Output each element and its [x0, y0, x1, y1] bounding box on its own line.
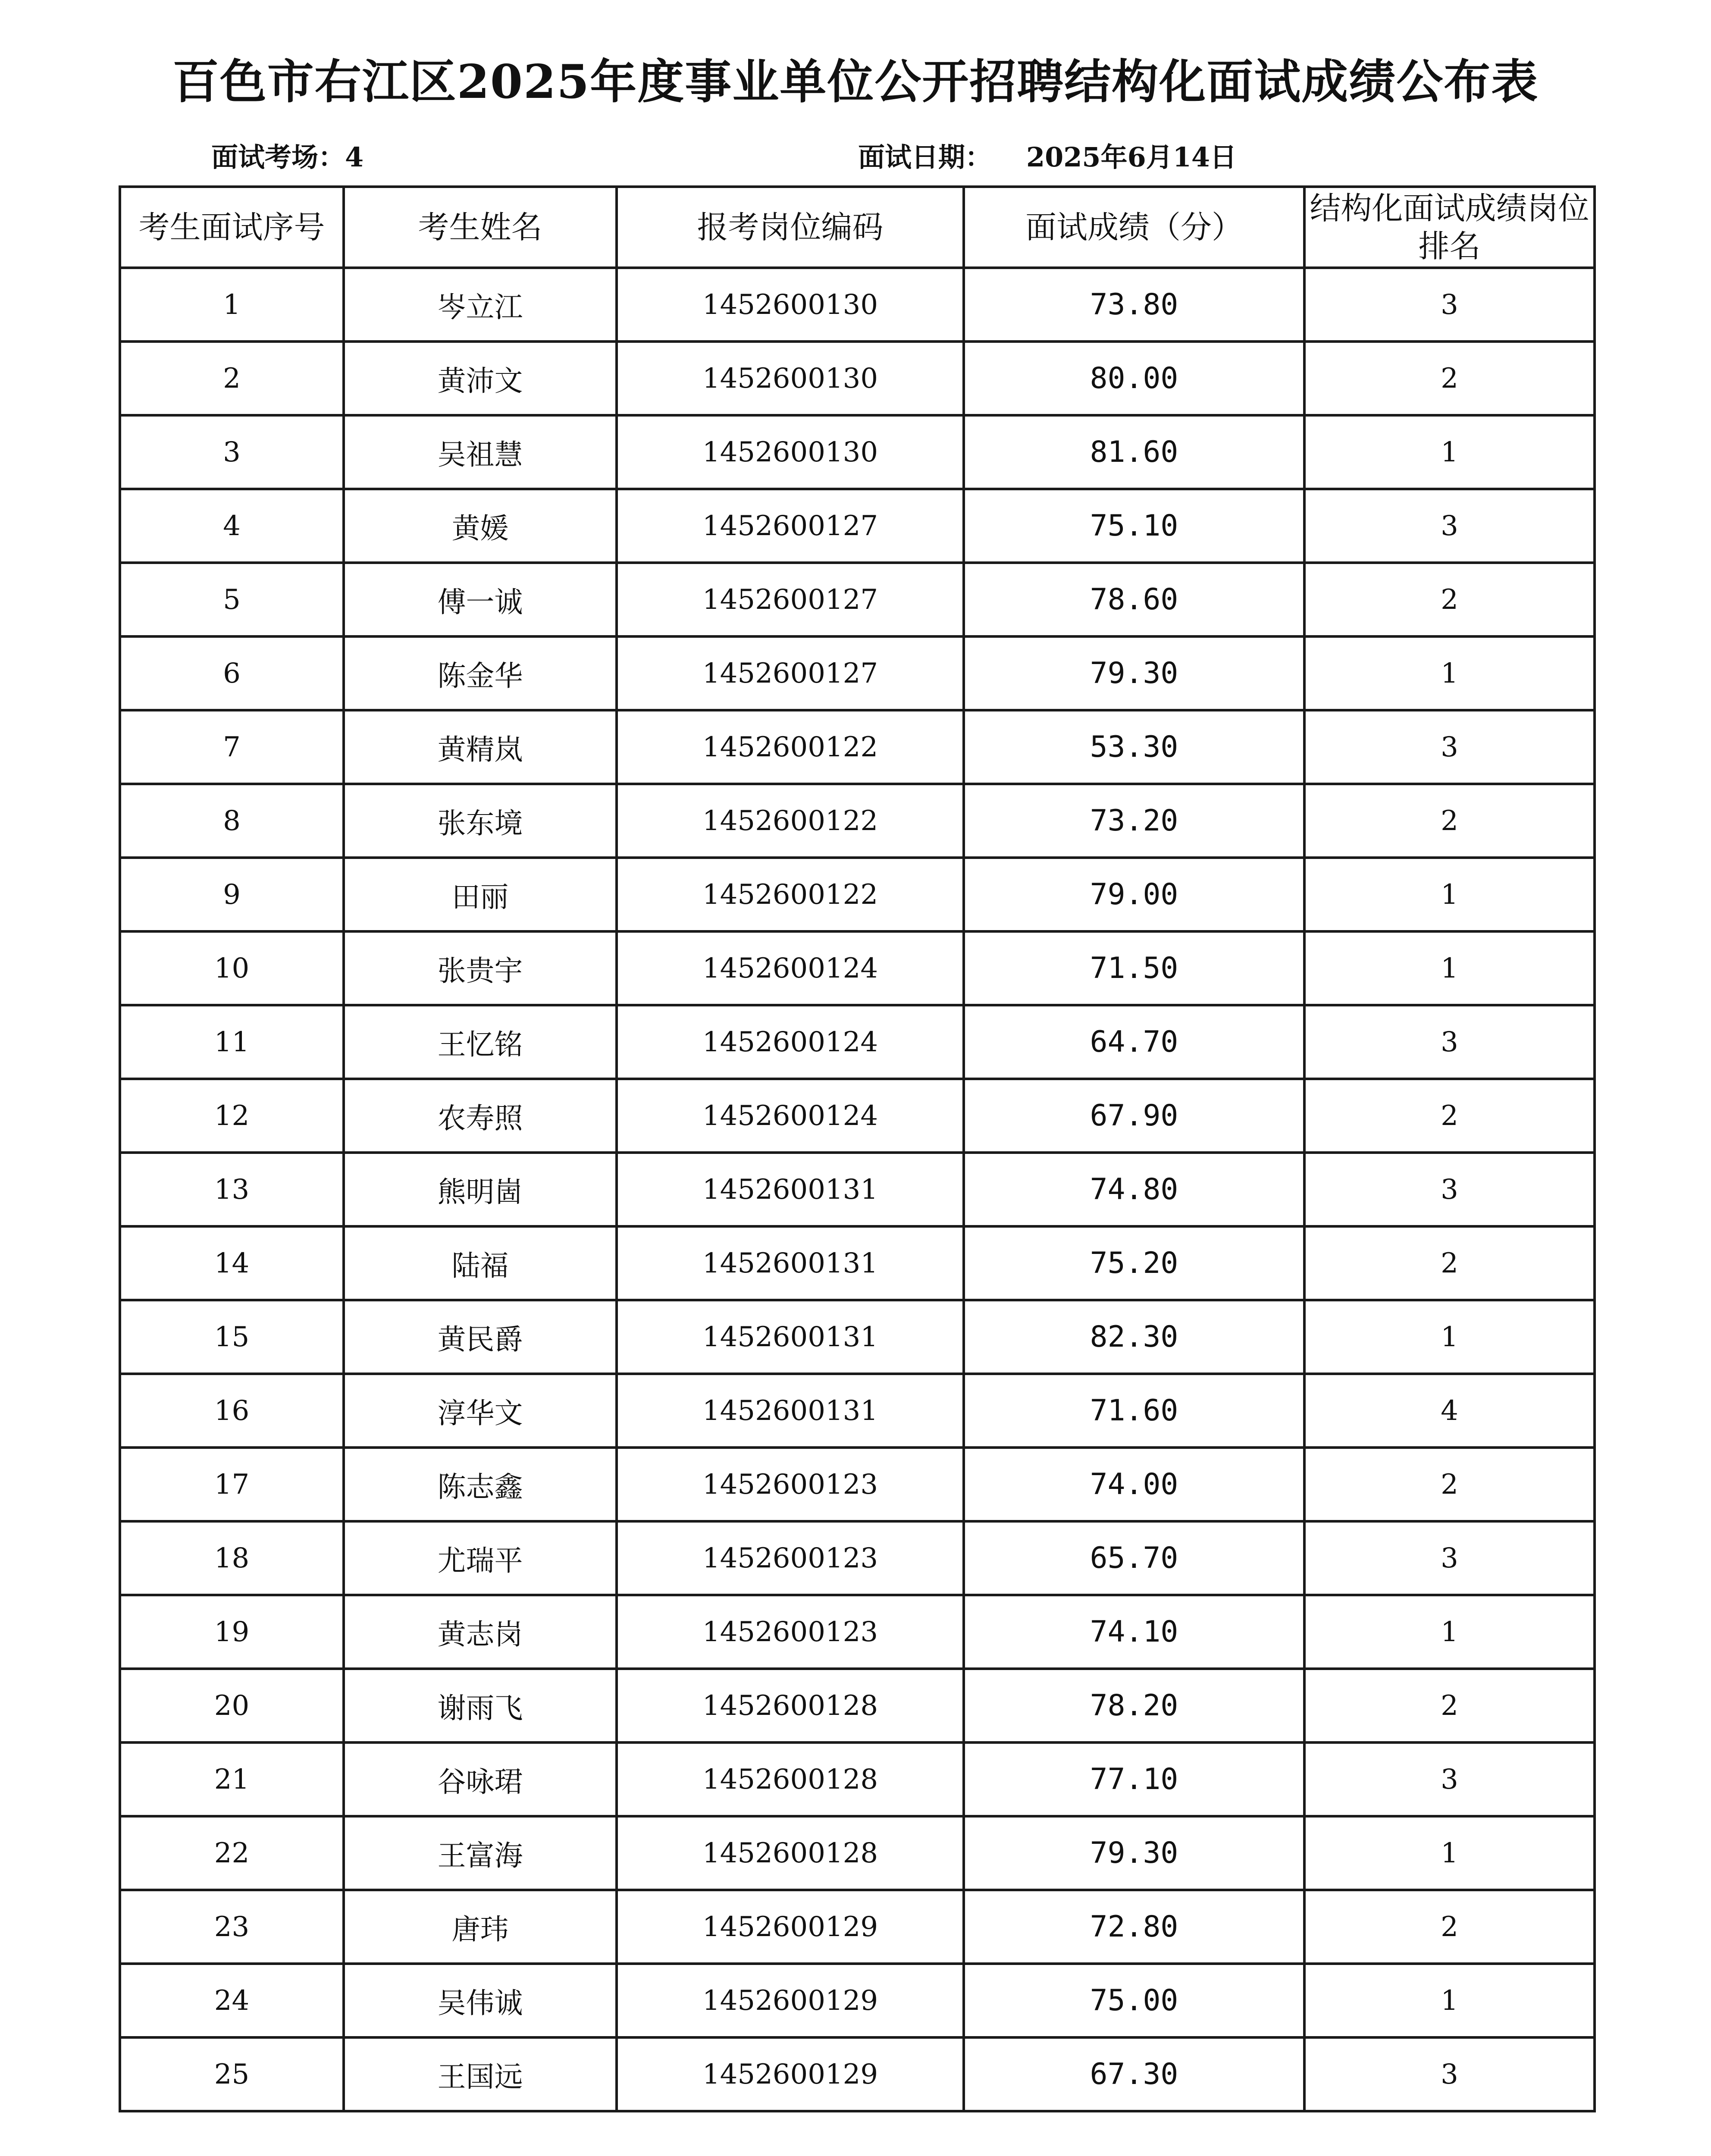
table-row [120, 268, 1595, 342]
exam-date-label: 面试日期： [858, 141, 992, 173]
cell-rank: 2 [1304, 563, 1595, 636]
cell-seq: 9 [120, 858, 344, 931]
exam-room-value: 4 [345, 141, 364, 173]
cell-rank: 2 [1304, 342, 1595, 415]
cell-name: 王富海 [344, 1816, 617, 1890]
cell-post-code: 1452600123 [617, 1521, 964, 1595]
cell-name: 黄精岚 [344, 710, 617, 784]
cell-score: 77.10 [964, 1742, 1304, 1816]
cell-name: 淳华文 [344, 1374, 617, 1448]
cell-seq: 1 [120, 268, 344, 342]
cell-rank: 3 [1304, 1521, 1595, 1595]
cell-name: 岑立江 [344, 268, 617, 342]
table-row [120, 710, 1595, 784]
cell-post-code: 1452600122 [617, 784, 964, 858]
cell-score: 67.30 [964, 2037, 1304, 2111]
cell-seq: 19 [120, 1595, 344, 1669]
cell-name: 黄志岗 [344, 1595, 617, 1669]
cell-post-code: 1452600127 [617, 489, 964, 563]
table-row [120, 1079, 1595, 1153]
cell-name: 吴祖慧 [344, 415, 617, 489]
cell-seq: 17 [120, 1448, 344, 1521]
cell-rank: 1 [1304, 636, 1595, 710]
cell-rank: 1 [1304, 1300, 1595, 1374]
table-row [120, 1816, 1595, 1890]
cell-rank: 2 [1304, 1079, 1595, 1153]
cell-seq: 21 [120, 1742, 344, 1816]
cell-score: 71.60 [964, 1374, 1304, 1448]
cell-seq: 23 [120, 1890, 344, 1964]
cell-seq: 2 [120, 342, 344, 415]
cell-seq: 8 [120, 784, 344, 858]
cell-rank: 2 [1304, 1226, 1595, 1300]
cell-rank: 3 [1304, 1005, 1595, 1079]
header-rank: 结构化面试成绩岗位排名 [1304, 187, 1595, 268]
cell-score: 73.20 [964, 784, 1304, 858]
cell-score: 82.30 [964, 1300, 1304, 1374]
cell-score: 79.30 [964, 636, 1304, 710]
table-row [120, 1521, 1595, 1595]
cell-post-code: 1452600129 [617, 1890, 964, 1964]
table-row [120, 342, 1595, 415]
cell-seq: 12 [120, 1079, 344, 1153]
cell-name: 黄民爵 [344, 1300, 617, 1374]
cell-seq: 5 [120, 563, 344, 636]
exam-room [211, 140, 364, 175]
cell-score: 73.80 [964, 268, 1304, 342]
table-row [120, 1300, 1595, 1374]
cell-score: 74.10 [964, 1595, 1304, 1669]
cell-name: 熊明崮 [344, 1153, 617, 1226]
cell-score: 64.70 [964, 1005, 1304, 1079]
cell-name: 谷咏珺 [344, 1742, 617, 1816]
cell-post-code: 1452600131 [617, 1374, 964, 1448]
cell-post-code: 1452600129 [617, 1964, 964, 2037]
table-row [120, 1890, 1595, 1964]
header-seq: 考生面试序号 [120, 187, 344, 268]
cell-score: 71.50 [964, 931, 1304, 1005]
cell-post-code: 1452600127 [617, 636, 964, 710]
exam-date [858, 140, 1237, 175]
table-row [120, 1448, 1595, 1521]
cell-name: 尤瑞平 [344, 1521, 617, 1595]
cell-seq: 6 [120, 636, 344, 710]
cell-name: 黄沛文 [344, 342, 617, 415]
table-row [120, 1374, 1595, 1448]
cell-rank: 3 [1304, 2037, 1595, 2111]
cell-name: 农寿照 [344, 1079, 617, 1153]
cell-seq: 14 [120, 1226, 344, 1300]
cell-post-code: 1452600128 [617, 1816, 964, 1890]
cell-score: 72.80 [964, 1890, 1304, 1964]
cell-post-code: 1452600130 [617, 268, 964, 342]
cell-rank: 2 [1304, 784, 1595, 858]
cell-score: 65.70 [964, 1521, 1304, 1595]
cell-score: 81.60 [964, 415, 1304, 489]
cell-seq: 25 [120, 2037, 344, 2111]
cell-name: 谢雨飞 [344, 1669, 617, 1742]
table-row [120, 1595, 1595, 1669]
cell-name: 陆福 [344, 1226, 617, 1300]
cell-score: 67.90 [964, 1079, 1304, 1153]
scores-table [119, 185, 1596, 2112]
cell-post-code: 1452600124 [617, 1005, 964, 1079]
cell-rank: 2 [1304, 1890, 1595, 1964]
cell-score: 74.80 [964, 1153, 1304, 1226]
cell-rank: 3 [1304, 268, 1595, 342]
table-body [120, 268, 1595, 2111]
cell-name: 田丽 [344, 858, 617, 931]
cell-score: 79.00 [964, 858, 1304, 931]
table-row [120, 1964, 1595, 2037]
cell-rank: 3 [1304, 1153, 1595, 1226]
cell-name: 陈志鑫 [344, 1448, 617, 1521]
cell-name: 王忆铭 [344, 1005, 617, 1079]
cell-score: 80.00 [964, 342, 1304, 415]
cell-post-code: 1452600127 [617, 563, 964, 636]
cell-seq: 7 [120, 710, 344, 784]
cell-rank: 2 [1304, 1448, 1595, 1521]
table-row [120, 1226, 1595, 1300]
cell-post-code: 1452600130 [617, 415, 964, 489]
cell-rank: 1 [1304, 415, 1595, 489]
cell-post-code: 1452600122 [617, 858, 964, 931]
table-row [120, 415, 1595, 489]
cell-seq: 10 [120, 931, 344, 1005]
cell-rank: 2 [1304, 1669, 1595, 1742]
cell-post-code: 1452600131 [617, 1226, 964, 1300]
cell-rank: 1 [1304, 931, 1595, 1005]
cell-post-code: 1452600131 [617, 1153, 964, 1226]
cell-name: 王国远 [344, 2037, 617, 2111]
cell-score: 75.10 [964, 489, 1304, 563]
table-header-row [120, 187, 1595, 268]
table-row [120, 636, 1595, 710]
cell-rank: 1 [1304, 1595, 1595, 1669]
cell-seq: 22 [120, 1816, 344, 1890]
cell-post-code: 1452600128 [617, 1669, 964, 1742]
table-row [120, 784, 1595, 858]
cell-name: 黄媛 [344, 489, 617, 563]
cell-name: 张东境 [344, 784, 617, 858]
cell-score: 53.30 [964, 710, 1304, 784]
cell-rank: 1 [1304, 858, 1595, 931]
cell-score: 75.00 [964, 1964, 1304, 2037]
cell-name: 陈金华 [344, 636, 617, 710]
cell-seq: 15 [120, 1300, 344, 1374]
cell-post-code: 1452600122 [617, 710, 964, 784]
cell-post-code: 1452600123 [617, 1595, 964, 1669]
cell-rank: 4 [1304, 1374, 1595, 1448]
cell-rank: 1 [1304, 1964, 1595, 2037]
table-row [120, 2037, 1595, 2111]
cell-post-code: 1452600123 [617, 1448, 964, 1521]
table-row [120, 1669, 1595, 1742]
cell-rank: 1 [1304, 1816, 1595, 1890]
cell-name: 张贵宇 [344, 931, 617, 1005]
cell-rank: 3 [1304, 1742, 1595, 1816]
header-name: 考生姓名 [344, 187, 617, 268]
cell-seq: 24 [120, 1964, 344, 2037]
cell-score: 78.20 [964, 1669, 1304, 1742]
cell-seq: 20 [120, 1669, 344, 1742]
cell-score: 74.00 [964, 1448, 1304, 1521]
cell-seq: 4 [120, 489, 344, 563]
cell-seq: 11 [120, 1005, 344, 1079]
cell-post-code: 1452600124 [617, 931, 964, 1005]
cell-seq: 13 [120, 1153, 344, 1226]
table-row [120, 858, 1595, 931]
cell-post-code: 1452600130 [617, 342, 964, 415]
cell-seq: 3 [120, 415, 344, 489]
exam-date-value: 2025年6月14日 [1026, 141, 1237, 173]
header-post-code: 报考岗位编码 [617, 187, 964, 268]
cell-score: 78.60 [964, 563, 1304, 636]
page-title: 百色市右江区2025年度事业单位公开招聘结构化面试成绩公布表 [172, 55, 1539, 109]
cell-score: 79.30 [964, 1816, 1304, 1890]
header-score: 面试成绩（分） [964, 187, 1304, 268]
cell-name: 唐玮 [344, 1890, 617, 1964]
table-row [120, 489, 1595, 563]
cell-post-code: 1452600131 [617, 1300, 964, 1374]
cell-rank: 3 [1304, 489, 1595, 563]
cell-post-code: 1452600124 [617, 1079, 964, 1153]
cell-name: 傅一诚 [344, 563, 617, 636]
cell-rank: 3 [1304, 710, 1595, 784]
cell-seq: 18 [120, 1521, 344, 1595]
table-row [120, 1742, 1595, 1816]
cell-name: 吴伟诚 [344, 1964, 617, 2037]
table-row [120, 931, 1595, 1005]
cell-score: 75.20 [964, 1226, 1304, 1300]
cell-post-code: 1452600129 [617, 2037, 964, 2111]
table-row [120, 1153, 1595, 1226]
table-row [120, 1005, 1595, 1079]
exam-room-label: 面试考场： [211, 141, 345, 173]
cell-post-code: 1452600128 [617, 1742, 964, 1816]
table-row [120, 563, 1595, 636]
cell-seq: 16 [120, 1374, 344, 1448]
